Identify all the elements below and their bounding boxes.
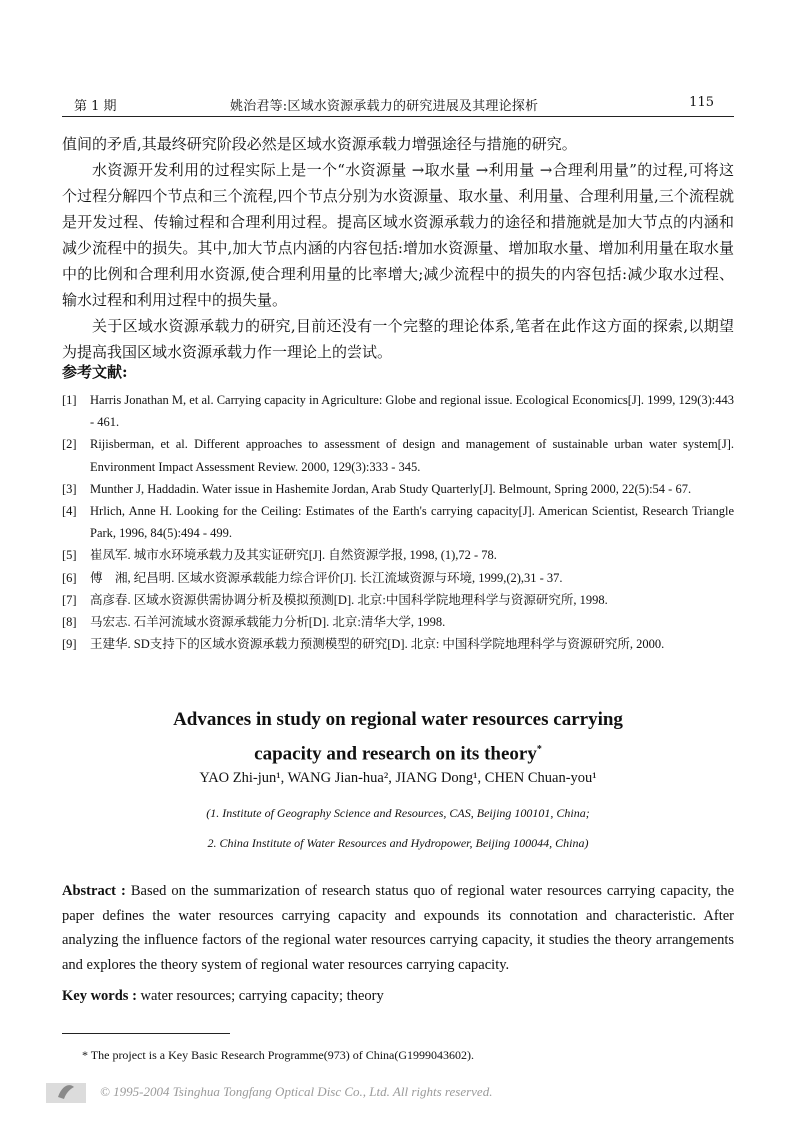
reference-number: [1]: [62, 393, 77, 407]
body-paragraph-3: 关于区域水资源承载力的研究,目前还没有一个完整的理论体系,笔者在此作这方面的探索,以期望为提高我国区域水资源承载力作一理论上的尝试。: [62, 317, 734, 361]
reference-text: 王建华. SD支持下的区域水资源承载力预测模型的研究[D]. 北京: 中国科学院地理科学与资源研究所, 2000.: [90, 637, 665, 652]
reference-text: Munther J, Haddadin. Water issue in Hashemite Jordan, Arab Study Quarterly[J]. Belmount, Spring 2000, 22(5):54 - 67.: [90, 481, 692, 496]
author-list: YAO Zhi-jun¹, WANG Jian-hua², JIANG Dong¹, CHEN Chuan-you¹: [199, 770, 597, 786]
page-number: 115: [689, 95, 714, 110]
reference-item: [62, 500, 734, 544]
reference-text: 马宏志. 石羊河流域水资源承载能力分析[D]. 北京:清华大学, 1998.: [90, 615, 446, 630]
reference-item: [62, 611, 734, 633]
reference-item: [62, 633, 734, 655]
affiliation-1: (1. Institute of Geography Science and Resources, CAS, Beijing 100101, China;: [206, 806, 590, 820]
body-paragraph-2: 水资源开发利用的过程实际上是一个“水资源量 →取水量 →利用量 →合理利用量”的过程,可将这个过程分解四个节点和三个流程,四个节点分别为水资源量、取水量、利用量、合理利用量,三个流程就是开发过程、传输过程和合理利用过程。提高区域水资源承载力的途径和措施就是加大节点的内涵和减少流程中的损失。其中,加大节点内涵的内容包括:增加水资源量、增加取水量、增加利用量在取水量中的比例和合理利用水资源,使合理利用量的比率增大;减少流程中的损失的内容包括:减少取水过程、输水过程和利用过程中的损失量。: [62, 161, 734, 309]
reference-text: 高彦春. 区域水资源供需协调分析及模拟预测[D]. 北京:中国科学院地理科学与资源研究所, 1998.: [90, 592, 608, 607]
reference-item: [62, 544, 734, 566]
reference-number: [9]: [62, 637, 77, 652]
reference-number: [8]: [62, 615, 77, 630]
issue-number: 第 1 期: [74, 99, 117, 114]
abstract-label: Abstract :: [62, 883, 126, 899]
reference-item: [62, 567, 734, 589]
footnote-divider: [62, 1033, 230, 1034]
reference-text: 崔凤军. 城市水环境承载力及其实证研究[J]. 自然资源学报, 1998, (1),72 - 78.: [90, 548, 497, 563]
reference-number: [2]: [62, 437, 77, 452]
reference-item: [62, 589, 734, 611]
abstract-text: Based on the summarization of research status quo of regional water resources carrying capacity, the paper defines the water resources carrying capacity and expounds its connotation and characteristic. After analyzing the influence factors of the regional water resources carrying capacity, it studies the theory arrangements and explores the theory system of regional water resources carrying capacity.: [62, 883, 735, 973]
body-text: [62, 131, 734, 365]
reference-number: [3]: [62, 481, 77, 496]
reference-item: [62, 389, 734, 433]
english-title-line-1: Advances in study on regional water resources carrying: [173, 709, 623, 730]
keywords-text: water resources; carrying capacity; theory: [136, 988, 384, 1004]
reference-text: Harris Jonathan M, et al. Carrying capacity in Agriculture: Globe and regional issue. Ecological Economics[J]. 1999, 129(3):443 - 461.: [90, 393, 734, 430]
header-divider: [62, 116, 734, 117]
reference-number: [7]: [62, 592, 77, 607]
keywords-label: Key words :: [62, 988, 137, 1004]
reference-number: [4]: [62, 504, 77, 519]
body-paragraph-1: 值间的矛盾,其最终研究阶段必然是区域水资源承载力增强途径与措施的研究。: [62, 135, 577, 153]
running-header: [62, 93, 734, 113]
references-heading: 参考文献:: [62, 363, 128, 381]
footnote: * The project is a Key Basic Research Programme(973) of China(G1999043602).: [82, 1048, 475, 1062]
english-title-line-2: capacity and research on its theory: [254, 743, 537, 765]
english-title: [62, 705, 734, 769]
publisher-logo-icon: [46, 1077, 86, 1105]
reference-text: Hrlich, Anne H. Looking for the Ceiling: Estimates of the Earth's carrying capacity[J]. American Scientist, Research Triangle Park, 1996, 84(5):494 - 499.: [90, 504, 734, 541]
reference-item: [62, 433, 734, 477]
reference-text: Rijisberman, et al. Different approaches to assessment of design and management of sustainable urban water system[J]. Environment Impact Assessment Review. 2000, 129(3):333 - 345.: [90, 437, 734, 474]
abstract: [62, 879, 734, 977]
reference-list: [62, 389, 734, 655]
affiliation-2: 2. China Institute of Water Resources and Hydropower, Beijing 100044, China): [207, 836, 589, 850]
reference-text: 傅 湘, 纪昌明. 区域水资源承载能力综合评价[J]. 长江流域资源与环境, 1999,(2),31 - 37.: [90, 570, 563, 585]
reference-number: [5]: [62, 548, 77, 563]
copyright-notice: © 1995-2004 Tsinghua Tongfang Optical Disc Co., Ltd. All rights reserved.: [100, 1084, 493, 1099]
running-title: 姚治君等:区域水资源承载力的研究进展及其理论探析: [230, 99, 539, 114]
keywords: [62, 988, 734, 1005]
title-footnote-mark: *: [536, 744, 542, 755]
reference-number: [6]: [62, 570, 77, 585]
reference-item: [62, 478, 734, 500]
